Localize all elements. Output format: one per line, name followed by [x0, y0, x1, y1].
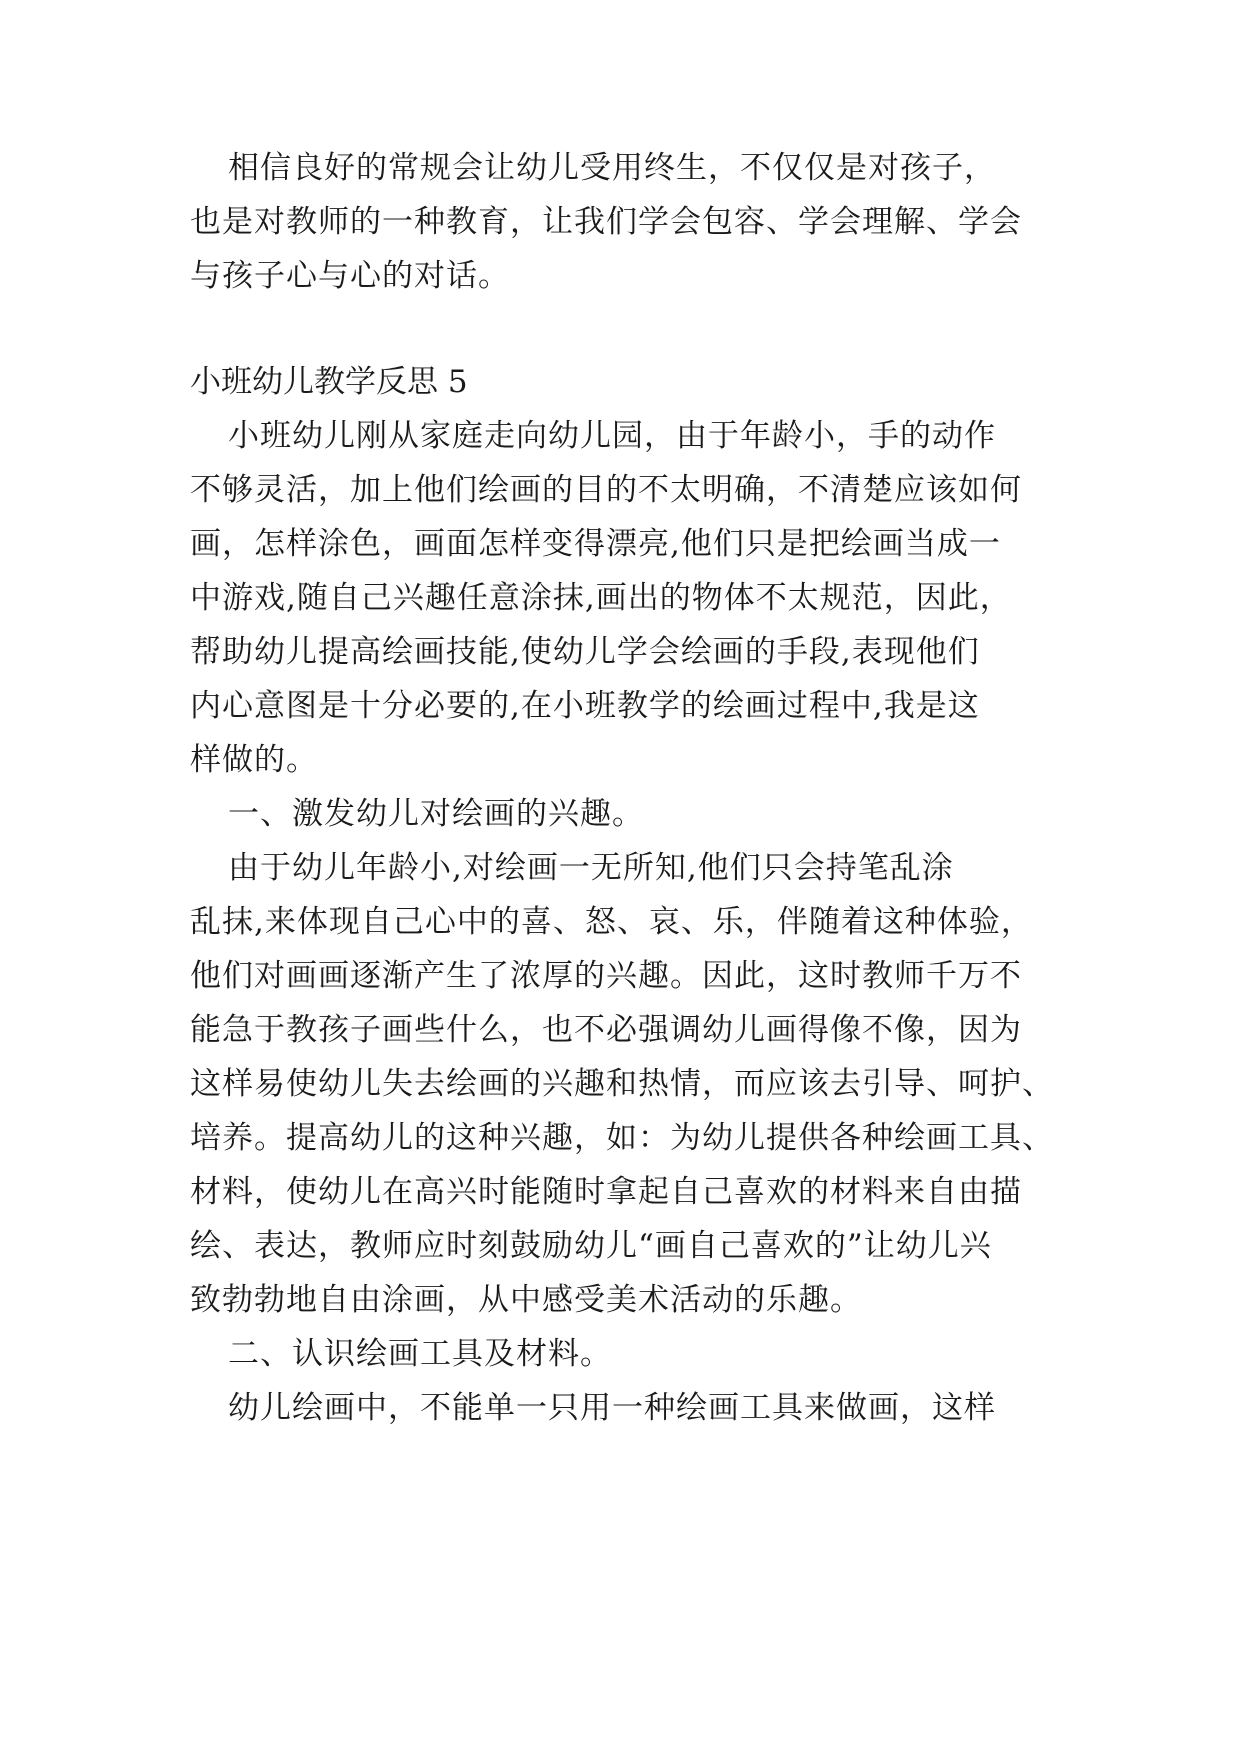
paragraph-line: 绘、表达，教师应时刻鼓励幼儿“画自己喜欢的”让幼儿兴	[190, 1228, 992, 1264]
paragraph-line: 小班幼儿刚从家庭走向幼儿园，由于年龄小，手的动作	[228, 418, 996, 454]
paragraph-line: 内心意图是十分必要的,在小班教学的绘画过程中,我是这	[190, 688, 980, 724]
paragraph-line: 致勃勃地自由涂画，从中感受美术活动的乐趣。	[190, 1282, 862, 1318]
paragraph-line: 材料，使幼儿在高兴时能随时拿起自己喜欢的材料来自由描	[190, 1174, 1022, 1210]
subsection-title: 二、认识绘画工具及材料。	[228, 1336, 612, 1372]
paragraph-line: 乱抹,来体现自己心中的喜、怒、哀、乐，伴随着这种体验，	[190, 904, 1033, 940]
paragraph-line: 培养。提高幼儿的这种兴趣，如：为幼儿提供各种绘画工具、	[190, 1120, 1054, 1156]
paragraph-line: 中游戏,随自己兴趣任意涂抹,画出的物体不太规范，因此，	[190, 580, 1012, 616]
paragraph-line: 由于幼儿年龄小,对绘画一无所知,他们只会持笔乱涂	[228, 850, 954, 886]
subsection-title: 一、激发幼儿对绘画的兴趣。	[228, 796, 644, 832]
paragraph-line: 与孩子心与心的对话。	[190, 258, 510, 294]
section-heading: 小班幼儿教学反思 5	[190, 364, 468, 400]
paragraph-line: 这样易使幼儿失去绘画的兴趣和热情，而应该去引导、呵护、	[190, 1066, 1054, 1102]
paragraph-line: 幼儿绘画中，不能单一只用一种绘画工具来做画，这样	[228, 1390, 996, 1426]
paragraph-line: 他们对画画逐渐产生了浓厚的兴趣。因此，这时教师千万不	[190, 958, 1022, 994]
paragraph-line: 能急于教孩子画些什么，也不必强调幼儿画得像不像，因为	[190, 1012, 1022, 1048]
paragraph-line: 相信良好的常规会让幼儿受用终生，不仅仅是对孩子，	[228, 150, 996, 186]
paragraph-line: 画，怎样涂色，画面怎样变得漂亮,他们只是把绘画当成一	[190, 526, 1001, 562]
paragraph-line: 不够灵活，加上他们绘画的目的不太明确，不清楚应该如何	[190, 472, 1022, 508]
paragraph-line: 样做的。	[190, 742, 318, 778]
paragraph-line: 也是对教师的一种教育，让我们学会包容、学会理解、学会	[190, 204, 1022, 240]
paragraph-line: 帮助幼儿提高绘画技能,使幼儿学会绘画的手段,表现他们	[190, 634, 980, 670]
